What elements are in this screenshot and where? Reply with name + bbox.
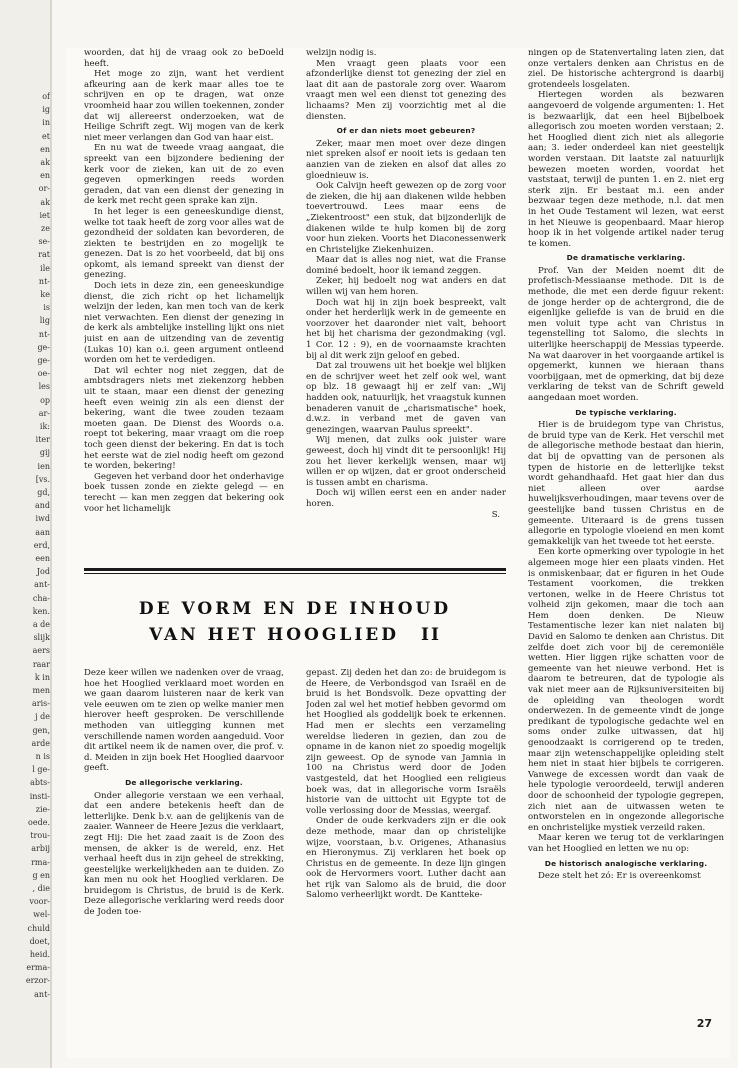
margin-text-fragment: ken. [32,606,50,616]
margin-text-fragment: et [42,131,50,141]
margin-text-fragment: k in [34,672,50,682]
margin-text-fragment: n is [35,752,50,761]
paragraph: Hier is de bruidegom type van Christus, de bruid type van de Kerk. Het verschil met de allegorische methode bestaat dan hierin, dat bij de opvatting van de personen als typen de historie en de letterlijke tekst wordt gehandhaafd. Het gaat hier dan dus niet alleen over aardse huwelijksverhoudingen, maar tevens over de geestelijke band tussen Christus en de gemeente. Uiteraard is de grens tussen allegorie en typologie vloeiend en men komt gemakkelijk van het tweede tot het eerste. [528,420,724,547]
paragraph: Dat zal trouwens uit het boekje wel blijken en de schrijver weet het zelf ook wel, want op blz. 18 gewaagt hij er zelf van: „Wij hadden ook, natuurlijk, het vraagstuk kunnen benaderen vanuit de „charismatische" hoek, d.w.z. in verband met de gaven van genezingen, waarvan Paulus spreekt". [306,361,506,435]
margin-text-fragment: zie- [35,804,50,814]
margin-text-fragment: insti- [29,791,50,801]
margin-text-fragment: oede. [28,818,50,827]
margin-text-fragment: ant- [34,580,50,590]
margin-text-fragment: and [34,501,50,511]
margin-text-fragment: iet [39,210,50,220]
article-title-line-1: DE VORM EN DE INHOUD [138,599,452,619]
margin-text-fragment: [vs. [35,474,50,484]
section-heading: Of er dan niets moet gebeuren? [336,126,476,136]
paragraph: Prof. Van der Meiden noemt dit de profetisch-Messiaanse methode. Dit is de methode, die met een derde figuur rekent: de jonge herder op de achtergrond, die de eigenlijke geliefde is van de bruid en die men voluit type acht van Christus in tegenstelling tot Salomo, die slechts in uiterlijke heerschappij de Messias typeerde. Na wat daarover in het voorgaande artikel is opgemerkt, kunnen we hieraan thans voorbijgaan, met de opmerking, dat bij deze verklaring de tekst van de Schrift geweld aangedaan moet worden. [528,265,724,403]
margin-text-fragment: aers [32,646,50,656]
margin-text-fragment: j de [35,712,50,722]
margin-text-fragment: gen, [32,725,50,735]
paragraph: Onder allegorie verstaan we een verhaal, dat een andere betekenis heeft dan de letterlijke. Denk b.v. aan de gelijkenis van de zaaier. Wanneer de Heere Jezus die verklaart, zegt Hij: Die het zaad zaait is de Zoon des mensen, de akker is de wereld, enz. Het verhaal heeft dus in zijn geheel de strekking, geestelijke werkelijkheden aan te duiden. Zo kan men nu ook het Hooglied verklaren. De bruidegom is Christus, de bruid is de Kerk. Deze allegorische verklaring werd reeds door de Joden toe- [84,790,284,918]
paragraph: Maar keren we terug tot de verklaringen van het Hooglied en letten we nu op: [528,833,724,854]
paragraph: Doch wij willen eerst een en ander nader horen. [306,488,506,509]
margin-text-fragment: heid. [29,950,50,959]
column-1-top [84,48,284,560]
margin-text-fragment: lig [39,316,50,326]
paragraph: En nu wat de tweede vraag aangaat, die spreekt van een bijzondere bediening der kerk voor de zieken, kan uit de zo even gegeven opmerkingen reeds worden geraden, dat van een dienst der genezing in de kerk met recht geen sprake kan zijn. [84,143,284,207]
margin-text-fragment: erma- [26,963,50,973]
margin-text-fragment: of [42,92,50,101]
margin-text-fragment: se- [38,237,50,247]
paragraph: Doch iets in deze zin, een geneeskundige dienst, die zich richt op het lichamelijk welzijn der leden, kan men toch van de kerk niet verwachten. Een dienst der genezing in de kerk als ambtelijke instelling lijkt ons niet juist en aan de uitzending van de zeventig (Lukas 10) kan o.i. geen argument ontleend worden om het te verdedigen. [84,281,284,366]
paragraph: Deze keer willen we nadenken over de vraag, hoe het Hooglied verklaard moet worden en we gaan daarom luisteren naar de kerk van vele eeuwen om te zien op welke manier men hierover heeft gesproken. De verschillende methoden van uitlegging kunnen met verschillende namen worden aangeduid. Voor dit artikel neem ik de namen over, die prof. v. d. Meiden in zijn boek Het Hooglied daarvoor geeft. [84,668,284,774]
paragraph: Wij menen, dat zulks ook juister ware geweest, doch hij vindt dit te persoonlijk! Hij zou het liever kerkelijk wensen, maar wij willen er op wijzen, dat er groot onderscheid is tussen ambt en charisma. [306,435,506,488]
paragraph: In het leger is een geneeskundige dienst, welke tot taak heeft de zorg voor alles wat de gezondheid der soldaten kan bevorderen, de ziekten te bestrijden en zo mogelijk te genezen. Dat is zo het voorbeeld, dat bij ons opkomt, als iemand spreekt van dienst der genezing. [84,206,284,281]
margin-text-fragment: rat [38,250,50,260]
margin-text-fragment: oe- [37,369,50,379]
paragraph: Maar dat is alles nog niet, wat die Franse dominé bedoelt, hoor ik iemand zeggen. [306,255,506,276]
paragraph: Dat wil echter nog niet zeggen, dat de ambtsdragers niets met ziekenzorg hebben uit te staan, maar een dienst der genezing heeft even weinig zin als een dienst der bekering, want die twee zouden tezaam moeten gaan. De Dienst des Woords o.a. roept tot bekering, maar vraagt om die roep toch geen dienst der bekering. En dat is toch het eerste wat de ziel nodig heeft om gezond te worden, bekering! [84,365,284,472]
margin-text-fragment: ant- [34,989,50,999]
margin-text-fragment: iter [35,435,50,445]
margin-text-fragment: les [38,382,50,392]
margin-text-fragment: aan [35,527,50,537]
margin-text-fragment: , die [32,884,50,893]
margin-text-fragment: or- [38,184,50,194]
paragraph: Gegeven het verband door het onderhavige boek tussen zonde en ziekte gelegd — en terecht — kan men zeggen dat bekering ook voor het lichamelijk [84,471,284,514]
section-heading: De allegorische verklaring. [125,777,243,787]
margin-text-fragment: iwd [35,514,50,524]
margin-text-fragment: nt- [38,329,50,339]
margin-text-fragment: gd, [37,488,50,497]
paragraph: Het moge zo zijn, want het verdient afkeuring aan de kerk maar alles toe te schrijven en op te dragen, wat onze vroomheid haar zou willen toekennen, zonder dat wij allereerst onderzoeken, wat de Heilige Schrift zegt. Wij mogen van de kerk niet meer verlangen dan God van haar eist. [84,69,284,143]
article-divider-rule-thin [84,573,506,574]
margin-text-fragment: een [35,554,50,563]
paragraph: Doch wat hij in zijn boek bespreekt, valt onder het herderlijk werk in de gemeente en voorzover het daaronder niet valt, behoort het bij het charisma der gezondmaking (vgl. 1 Cor. 12 : 9), en de voornaamste krachten bij al dit werk zijn geloof en gebed. [306,297,506,361]
margin-text-fragment: ge- [37,342,50,352]
section-heading: De typische verklaring. [575,407,677,417]
margin-text-fragment: ze [41,224,50,233]
margin-text-fragment: ile [40,263,50,273]
article-part-number: II [421,625,441,645]
margin-text-fragment: nt- [38,276,50,286]
paragraph: Hiertegen worden als bezwaren aangevoerd de volgende argumenten: 1. Het is bezwaarlijk, dat een heel Bijbelboek allegorisch zou moeten worden verstaan; 2. het Hooglied dient zich niet als allegorie aan; 3. ieder onderdeel kan niet geestelijk worden verstaan. Dit laatste zal natuurlijk bewezen moeten worden, voordat het vaststaat, terwijl de punten 1. en 2. niet erg sterk zijn. Er bestaat m.i. een ander bezwaar tegen deze methode, n.l. dat men in het Oude Testament wil lezen, wat eerst in het Nieuwe is geopenbaard. Maar hierop hoop ik in het volgende artikel nader terug te komen. [528,90,724,249]
left-margin-strip [0,0,52,1068]
margin-text-fragment: l ge- [32,765,50,775]
margin-text-fragment: aris- [32,699,50,709]
column-1-bottom [84,668,284,998]
margin-text-fragment: is [43,303,50,313]
margin-text-fragment: arde [31,738,50,748]
section-heading: De historisch analogische verklaring. [544,858,708,868]
section-heading: De dramatische verklaring. [566,253,686,263]
margin-text-fragment: chuld [27,923,50,933]
margin-text-fragment: a de [32,620,50,629]
margin-text-fragment: en [40,171,50,181]
page-number: 27 [696,1017,712,1030]
margin-text-fragment: op [40,395,50,405]
article-divider-rule [84,568,506,571]
margin-text-fragment: trou- [30,831,50,841]
margin-text-fragment: ar- [38,408,50,418]
margin-text-fragment: erd, [33,540,50,550]
article-title [84,596,506,648]
margin-text-fragment: en [40,144,50,154]
margin-text-fragment: doet, [29,936,50,946]
column-3 [528,48,724,1008]
margin-text-fragment: ge- [37,356,50,365]
paragraph: gepast. Zij deden het dan zo: de bruidegom is de Heere, de Verbondsgod van Israël en de bruid is het Bondsvolk. Deze opvatting der Joden zal wel het motief hebben gevormd om het Hooglied als goddelijk boek te erkennen. Had men er slechts een verzameling wereldse liederen in gezien, dan zou de opname in de kanon niet zo spoedig mogelijk zijn geweest. Op de synode van Jamnia in 100 na Christus werd door de Joden vastgesteld, dat het Hooglied een religieus boek was, dat in allegorische vorm Israëls historie van de uittocht uit Egypte tot de volle verlossing door de Messias, weergaf. [306,668,506,816]
margin-text-fragment: ien [37,461,50,471]
margin-text-fragment: cha- [32,593,50,603]
author-signature: S. [491,509,500,520]
margin-text-fragment: ke [40,290,50,299]
paragraph: Deze stelt het zó: Er is overeenkomst [538,871,701,882]
margin-text-fragment: arbij [31,844,50,854]
margin-text-fragment: men [32,686,50,695]
magazine-page [66,48,730,1058]
margin-text-fragment: wel- [33,910,50,920]
paragraph: welzijn nodig is. [306,48,377,58]
margin-text-fragment: ak [40,197,50,207]
paragraph: Zeker, hij bedoelt nog wat anders en dat willen wij van hem horen. [306,276,506,298]
paragraph: ningen op de Statenvertaling laten zien, dat onze vertalers denken aan Christus en de ziel. De historische achtergrond is daarbij grotendeels losgelaten. [528,48,724,90]
paragraph: woorden, dat hij de vraag ook zo beDoeld heeft. [84,48,284,69]
margin-text-fragment: abts- [30,778,50,788]
paragraph: Zeker, maar men moet over deze dingen niet spreken alsof er nooit iets is gedaan ten aanzien van de zieken en alsof dat alles zo gloednieuw is. [306,138,506,181]
paragraph: Men vraagt geen plaats voor een afzonderlijke dienst tot genezing der ziel en laat dit aan de pastorale zorg over. Waarom vraagt men wel een dienst tot genezing des lichaams? Men zij voorzichtig met al die diensten. [306,58,506,122]
column-2-bottom [306,668,506,998]
margin-text-fragment: raar [32,659,50,669]
paragraph: Onder de oude kerkvaders zijn er die ook deze methode, maar dan op christelijke wijze, voorstaan, b.v. Origenes, Athanasius en Hieronymus. Zij verklaren het boek op Christus en de gemeente. In deze lijn gingen ook de Hervormers voort. Luther dacht aan het rijk van Salomo als de bruid, die door Salomo verheerlijkt wordt. De Kantteke- [306,816,506,901]
margin-text-fragment: g en [32,870,50,880]
margin-text-fragment: ig [42,105,50,115]
margin-text-fragment: voor- [29,897,50,907]
margin-text-fragment: gij [39,448,50,458]
margin-text-fragment: in [42,118,50,128]
paragraph: Ook Calvijn heeft gewezen op de zorg voor de zieken, die hij aan diakenen wilde hebben toevertrouwd. Lees maar eens de „Ziekentroost" een stuk, dat bijzonderlijk de diakenen wilde te hulp komen bij de zorg voor hun zieken. Voorts het Diaconessenwerk en Christelijke Ziekenhuizen. [306,181,506,255]
margin-text-fragment: Jod [36,567,50,577]
article-title-line-2 [84,622,506,648]
margin-text-fragment: erzor- [25,976,50,986]
margin-text-fragment: ak [40,158,50,167]
margin-text-fragment: slijk [33,633,50,643]
column-2-top [306,48,506,560]
margin-text-fragment: rma- [31,857,50,867]
paragraph: Een korte opmerking over typologie in het algemeen moge hier een plaats vinden. Het is onmiskenbaar, dat er figuren in het Oude Testament voorkomen, die trekken vertonen, welke in de Heere Christus tot volheid zijn gekomen, maar die toch aan Hem doen denken. De Nieuw Testamentische lezer kan niet nalaten bij David en Salomo te denken aan Christus. Dit zelfde doet zich voor bij de ceremoniële wetten. Hier liggen rijke schatten voor de gemeente van het nieuwe verbond. Het is daarom te betreuren, dat de typologie als vak niet meer aan de Rijksuniversiteiten bij de opleiding van theologen wordt onderwezen. In de gemeente vindt de jonge predikant de typologische gedachte wel en soms onder zulke uitwassen, dat hij genoodzaakt is corrigerend op te treden, maar zijn wetenschappelijke opleiding stelt hem niet in staat hier bijbels te corrigeren. Vanwege de excessen wordt dan vaak de hele typologie veroordeeld, terwijl anderen door de schoonheid der typologie gegrepen, zich niet aan de uitwassen weten te ontworstelen en in ongezonde allegorische en onchristelijke mystiek verzeild raken. [528,547,724,833]
margin-text-fragment: ik: [39,422,50,431]
article-title-line-2-text: VAN HET HOOGLIED [149,625,399,645]
